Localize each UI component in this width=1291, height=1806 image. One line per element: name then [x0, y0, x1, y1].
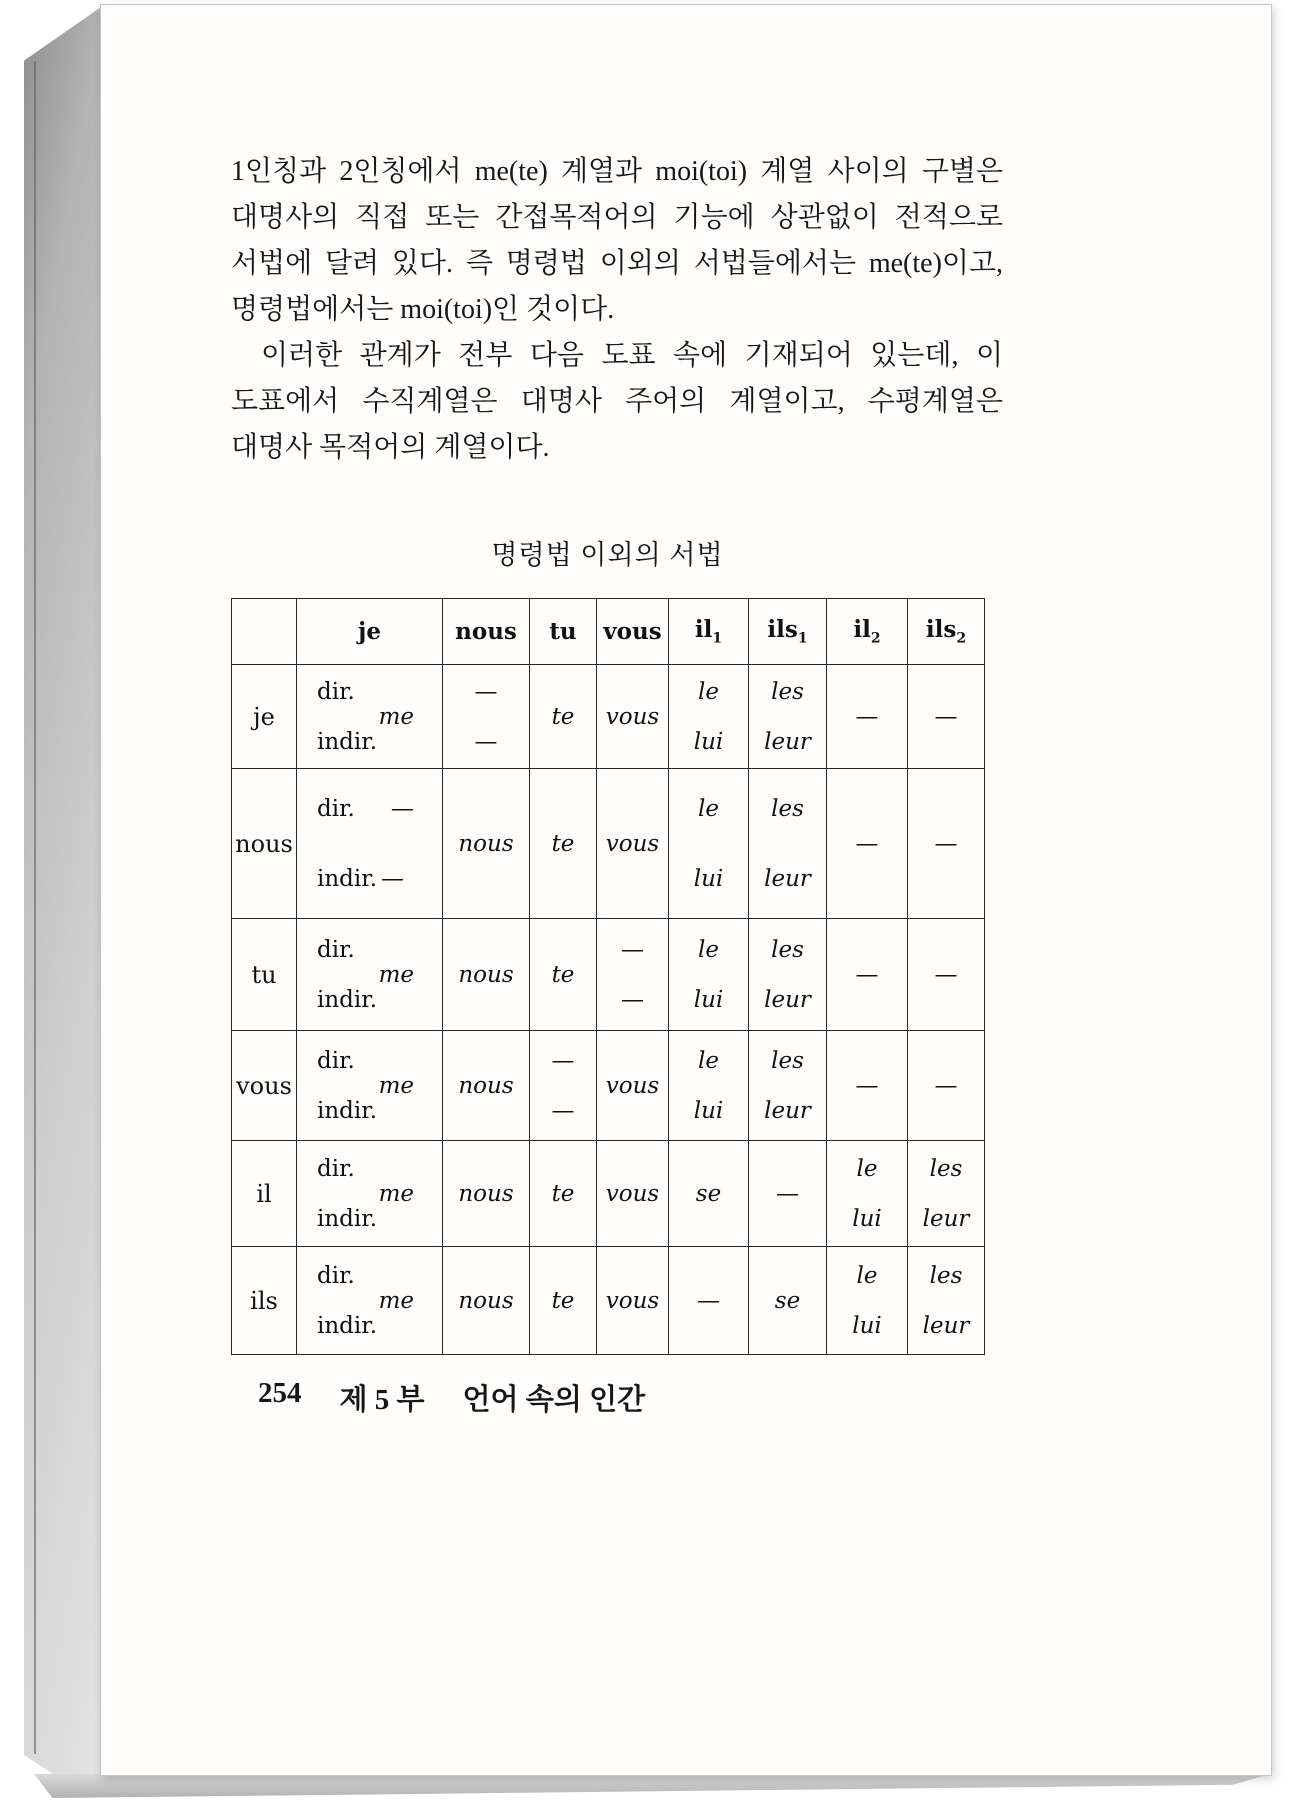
mid-value: me — [378, 703, 414, 730]
col-header-subscript: 2 — [870, 630, 881, 647]
cell-stacked — [669, 1031, 749, 1141]
cell-value-bottom: — — [621, 986, 644, 1013]
indir-label: indir. — [317, 865, 378, 892]
cell-value: — — [934, 830, 958, 857]
book-page-edge-left — [24, 5, 104, 1798]
cell-stack-wrap — [669, 937, 748, 1013]
dir-indir-cell — [297, 769, 443, 919]
cell-value-top: le — [698, 795, 719, 822]
dir-line — [317, 1048, 442, 1074]
cell-value: nous — [458, 1072, 514, 1099]
cell-single — [597, 1141, 669, 1247]
cell-single — [597, 1031, 669, 1141]
col-header-label: ils — [925, 616, 957, 644]
mid-value: me — [378, 961, 414, 988]
col-header-ils1 — [749, 599, 827, 665]
cell-stacked — [827, 1247, 908, 1355]
indir-label: indir. — [317, 1097, 378, 1124]
cell-value-bottom: lui — [693, 728, 724, 755]
cell-value-bottom: leur — [922, 1312, 970, 1339]
header-row — [232, 599, 985, 665]
cell-single — [530, 919, 597, 1031]
cell-single — [530, 665, 597, 769]
cell-value-bottom: leur — [922, 1205, 970, 1232]
cell-single — [908, 919, 985, 1031]
cell-value: te — [551, 1180, 575, 1207]
dir-indir-wrap — [297, 679, 442, 755]
dir-label: dir. — [317, 1155, 355, 1182]
cell-stack-wrap — [597, 937, 668, 1013]
cell-value: vous — [605, 830, 660, 857]
col-header-label: nous — [455, 618, 517, 645]
indir-line — [317, 866, 442, 892]
col-header-label: vous — [603, 618, 662, 645]
cell-single — [827, 665, 908, 769]
cell-value-bottom: leur — [764, 728, 811, 755]
paragraph-1: 1인칭과 2인칭에서 me(te) 계열과 moi(toi) 계열 사이의 구별은 대명사의 직접 또는 간접목적어의 기능에 상관없이 전적으로 서법에 달려 있다. 즉 명령법 이외의 서법들에서는 me(te)이고, 명령법에서는 moi(toi)인 것이다. — [231, 156, 1003, 325]
col-header-il2 — [827, 599, 908, 665]
cell-single — [908, 769, 985, 919]
indir-value: — — [381, 865, 405, 892]
page-content — [231, 149, 1003, 1355]
cell-value: nous — [458, 961, 514, 988]
dir-indir-wrap — [297, 796, 442, 892]
cell-stacked — [597, 919, 669, 1031]
dir-line — [317, 1156, 442, 1182]
cell-value-bottom: lui — [852, 1312, 882, 1339]
dir-line — [317, 796, 442, 822]
page-footer — [258, 1377, 645, 1418]
indir-label: indir. — [317, 1312, 378, 1339]
cell-value: — — [934, 961, 958, 988]
cell-value: te — [551, 830, 575, 857]
cell-stack-wrap — [443, 679, 529, 755]
dir-indir-wrap — [297, 1156, 442, 1232]
cell-single — [597, 665, 669, 769]
table-row-ils — [232, 1247, 985, 1355]
cell-stacked — [669, 665, 749, 769]
cell-stacked — [669, 769, 749, 919]
indir-label: indir. — [317, 1205, 378, 1232]
cell-value: vous — [605, 1287, 660, 1314]
cell-stack-wrap — [669, 679, 748, 755]
col-header-tu — [530, 599, 597, 665]
cell-value-top: les — [929, 1262, 963, 1289]
cell-single — [530, 769, 597, 919]
col-header-label: tu — [549, 618, 577, 645]
indir-line — [317, 1313, 442, 1339]
cell-stack-wrap — [749, 796, 826, 892]
indir-label: indir. — [317, 986, 378, 1013]
dir-label: dir. — [317, 1047, 355, 1074]
cell-value-bottom: leur — [764, 865, 811, 892]
cell-value: nous — [458, 1180, 514, 1207]
cell-value: se — [774, 1287, 801, 1314]
cell-stacked — [749, 1031, 827, 1141]
cell-single — [443, 1247, 530, 1355]
cell-stacked — [749, 919, 827, 1031]
corner-cell — [232, 599, 297, 665]
row-header-nous: nous — [232, 769, 297, 919]
cell-value: — — [934, 1072, 958, 1099]
cell-value: te — [551, 1287, 575, 1314]
cell-stack-wrap — [530, 1048, 596, 1124]
cell-value: vous — [605, 703, 660, 730]
cell-value-top: les — [771, 678, 804, 705]
footer-part: 제 5 부 — [339, 1384, 425, 1416]
cell-stacked — [827, 1141, 908, 1247]
cell-stack-wrap — [749, 937, 826, 1013]
cell-stacked — [749, 769, 827, 919]
cell-value-top: les — [771, 936, 804, 963]
page — [100, 4, 1272, 1776]
cell-value-top: les — [771, 1047, 804, 1074]
dir-line — [317, 679, 442, 705]
cell-single — [530, 1247, 597, 1355]
indir-line — [317, 729, 442, 755]
mid-value: me — [378, 1287, 414, 1314]
cell-stack-wrap — [827, 1156, 907, 1232]
col-header-ils2 — [908, 599, 985, 665]
cell-value-bottom: lui — [852, 1205, 882, 1232]
dir-indir-cell — [297, 665, 443, 769]
cell-value: nous — [458, 830, 514, 857]
cell-single — [908, 1031, 985, 1141]
col-header-label: je — [358, 618, 381, 645]
cell-stack-wrap — [908, 1156, 984, 1232]
dir-indir-cell — [297, 919, 443, 1031]
cell-single — [443, 919, 530, 1031]
col-header-je — [297, 599, 443, 665]
indir-label: indir. — [317, 728, 378, 755]
cell-single — [443, 769, 530, 919]
cell-stack-wrap — [749, 1048, 826, 1124]
mid-value: me — [378, 1180, 414, 1207]
dir-indir-cell — [297, 1141, 443, 1247]
cell-single — [827, 1031, 908, 1141]
dir-indir-cell — [297, 1247, 443, 1355]
cell-value: — — [855, 1072, 879, 1099]
table-title: 명령법 이외의 서법 — [491, 540, 724, 570]
col-header-label: il — [694, 616, 713, 644]
cell-single — [443, 1031, 530, 1141]
cell-value-top: le — [856, 1262, 878, 1289]
cell-value-bottom: lui — [693, 865, 724, 892]
page-number: 254 — [258, 1377, 302, 1409]
cell-value-top: — — [621, 936, 644, 963]
col-header-il1 — [669, 599, 749, 665]
book-page-edge-bottom — [34, 1774, 1270, 1798]
cell-value-top: le — [698, 678, 719, 705]
cell-value-bottom: — — [474, 728, 498, 755]
cell-stacked — [443, 665, 530, 769]
cell-stacked — [908, 1247, 985, 1355]
row-header-tu: tu — [232, 919, 297, 1031]
cell-single — [749, 1141, 827, 1247]
cell-value-bottom: — — [551, 1097, 575, 1124]
cell-stack-wrap — [749, 679, 826, 755]
row-header-ils: ils — [232, 1247, 297, 1355]
mid-value: me — [378, 1072, 414, 1099]
cell-value-top: les — [929, 1155, 963, 1182]
cell-value: — — [855, 961, 879, 988]
col-header-subscript: 2 — [956, 630, 967, 647]
col-header-label: il — [853, 616, 871, 644]
table-row-nous — [232, 769, 985, 919]
cell-value-top: — — [551, 1047, 575, 1074]
cell-value-top: — — [474, 678, 498, 705]
cell-value: — — [697, 1287, 720, 1314]
dir-indir-wrap — [297, 1048, 442, 1124]
col-header-subscript: 1 — [712, 630, 723, 647]
cell-value: — — [855, 830, 879, 857]
cell-single — [827, 769, 908, 919]
cell-single — [530, 1141, 597, 1247]
col-header-vous — [597, 599, 669, 665]
cell-value: te — [551, 703, 575, 730]
col-header-label: ils — [767, 616, 798, 644]
footer-title: 언어 속의 인간 — [462, 1384, 646, 1416]
pronoun-table — [231, 598, 985, 1355]
cell-value-top: le — [698, 1047, 719, 1074]
col-header-nous — [443, 599, 530, 665]
paragraph-2: 이러한 관계가 전부 다음 도표 속에 기재되어 있는데, 이 도표에서 수직계열은 대명사 주어의 계열이고, 수평계열은 대명사 목적어의 계열이다. — [231, 340, 1003, 463]
cell-value: — — [855, 703, 879, 730]
cell-single — [597, 1247, 669, 1355]
cell-value: te — [551, 961, 575, 988]
cell-value-bottom: lui — [693, 986, 724, 1013]
table-row-il — [232, 1141, 985, 1247]
table-row-je — [232, 665, 985, 769]
dir-label: dir. — [317, 795, 355, 822]
cell-value-top: le — [856, 1155, 878, 1182]
col-header-subscript: 1 — [797, 630, 808, 647]
cell-value-bottom: leur — [764, 1097, 811, 1124]
cell-single — [443, 1141, 530, 1247]
cell-single — [827, 919, 908, 1031]
indir-line — [317, 1098, 442, 1124]
cell-single — [669, 1247, 749, 1355]
cell-value: vous — [605, 1072, 660, 1099]
cell-value: nous — [458, 1287, 514, 1314]
dir-value: — — [390, 795, 414, 822]
cell-single — [597, 769, 669, 919]
row-header-je: je — [232, 665, 297, 769]
row-header-il: il — [232, 1141, 297, 1247]
dir-indir-wrap — [297, 937, 442, 1013]
dir-indir-wrap — [297, 1263, 442, 1339]
cell-stacked — [530, 1031, 597, 1141]
table-body — [232, 665, 985, 1355]
row-header-vous: vous — [232, 1031, 297, 1141]
table-row-vous — [232, 1031, 985, 1141]
cell-single — [669, 1141, 749, 1247]
dir-label: dir. — [317, 678, 355, 705]
cell-stack-wrap — [908, 1263, 984, 1339]
dir-label: dir. — [317, 936, 355, 963]
cell-value-top: les — [771, 795, 804, 822]
cell-value-top: le — [698, 936, 719, 963]
cell-value: — — [934, 703, 958, 730]
cell-value: — — [776, 1180, 799, 1207]
cell-stack-wrap — [669, 1048, 748, 1124]
dir-indir-cell — [297, 1031, 443, 1141]
dir-label: dir. — [317, 1262, 355, 1289]
cell-stacked — [669, 919, 749, 1031]
cell-value-bottom: leur — [764, 986, 811, 1013]
table-row-tu — [232, 919, 985, 1031]
dir-line — [317, 937, 442, 963]
dir-line — [317, 1263, 442, 1289]
cell-stacked — [908, 1141, 985, 1247]
cell-single — [749, 1247, 827, 1355]
cell-value-bottom: lui — [693, 1097, 724, 1124]
cell-single — [908, 665, 985, 769]
cell-stacked — [749, 665, 827, 769]
cell-value: vous — [605, 1180, 660, 1207]
cell-value: se — [695, 1180, 722, 1207]
cell-stack-wrap — [669, 796, 748, 892]
indir-line — [317, 987, 442, 1013]
indir-line — [317, 1206, 442, 1232]
cell-stack-wrap — [827, 1263, 907, 1339]
